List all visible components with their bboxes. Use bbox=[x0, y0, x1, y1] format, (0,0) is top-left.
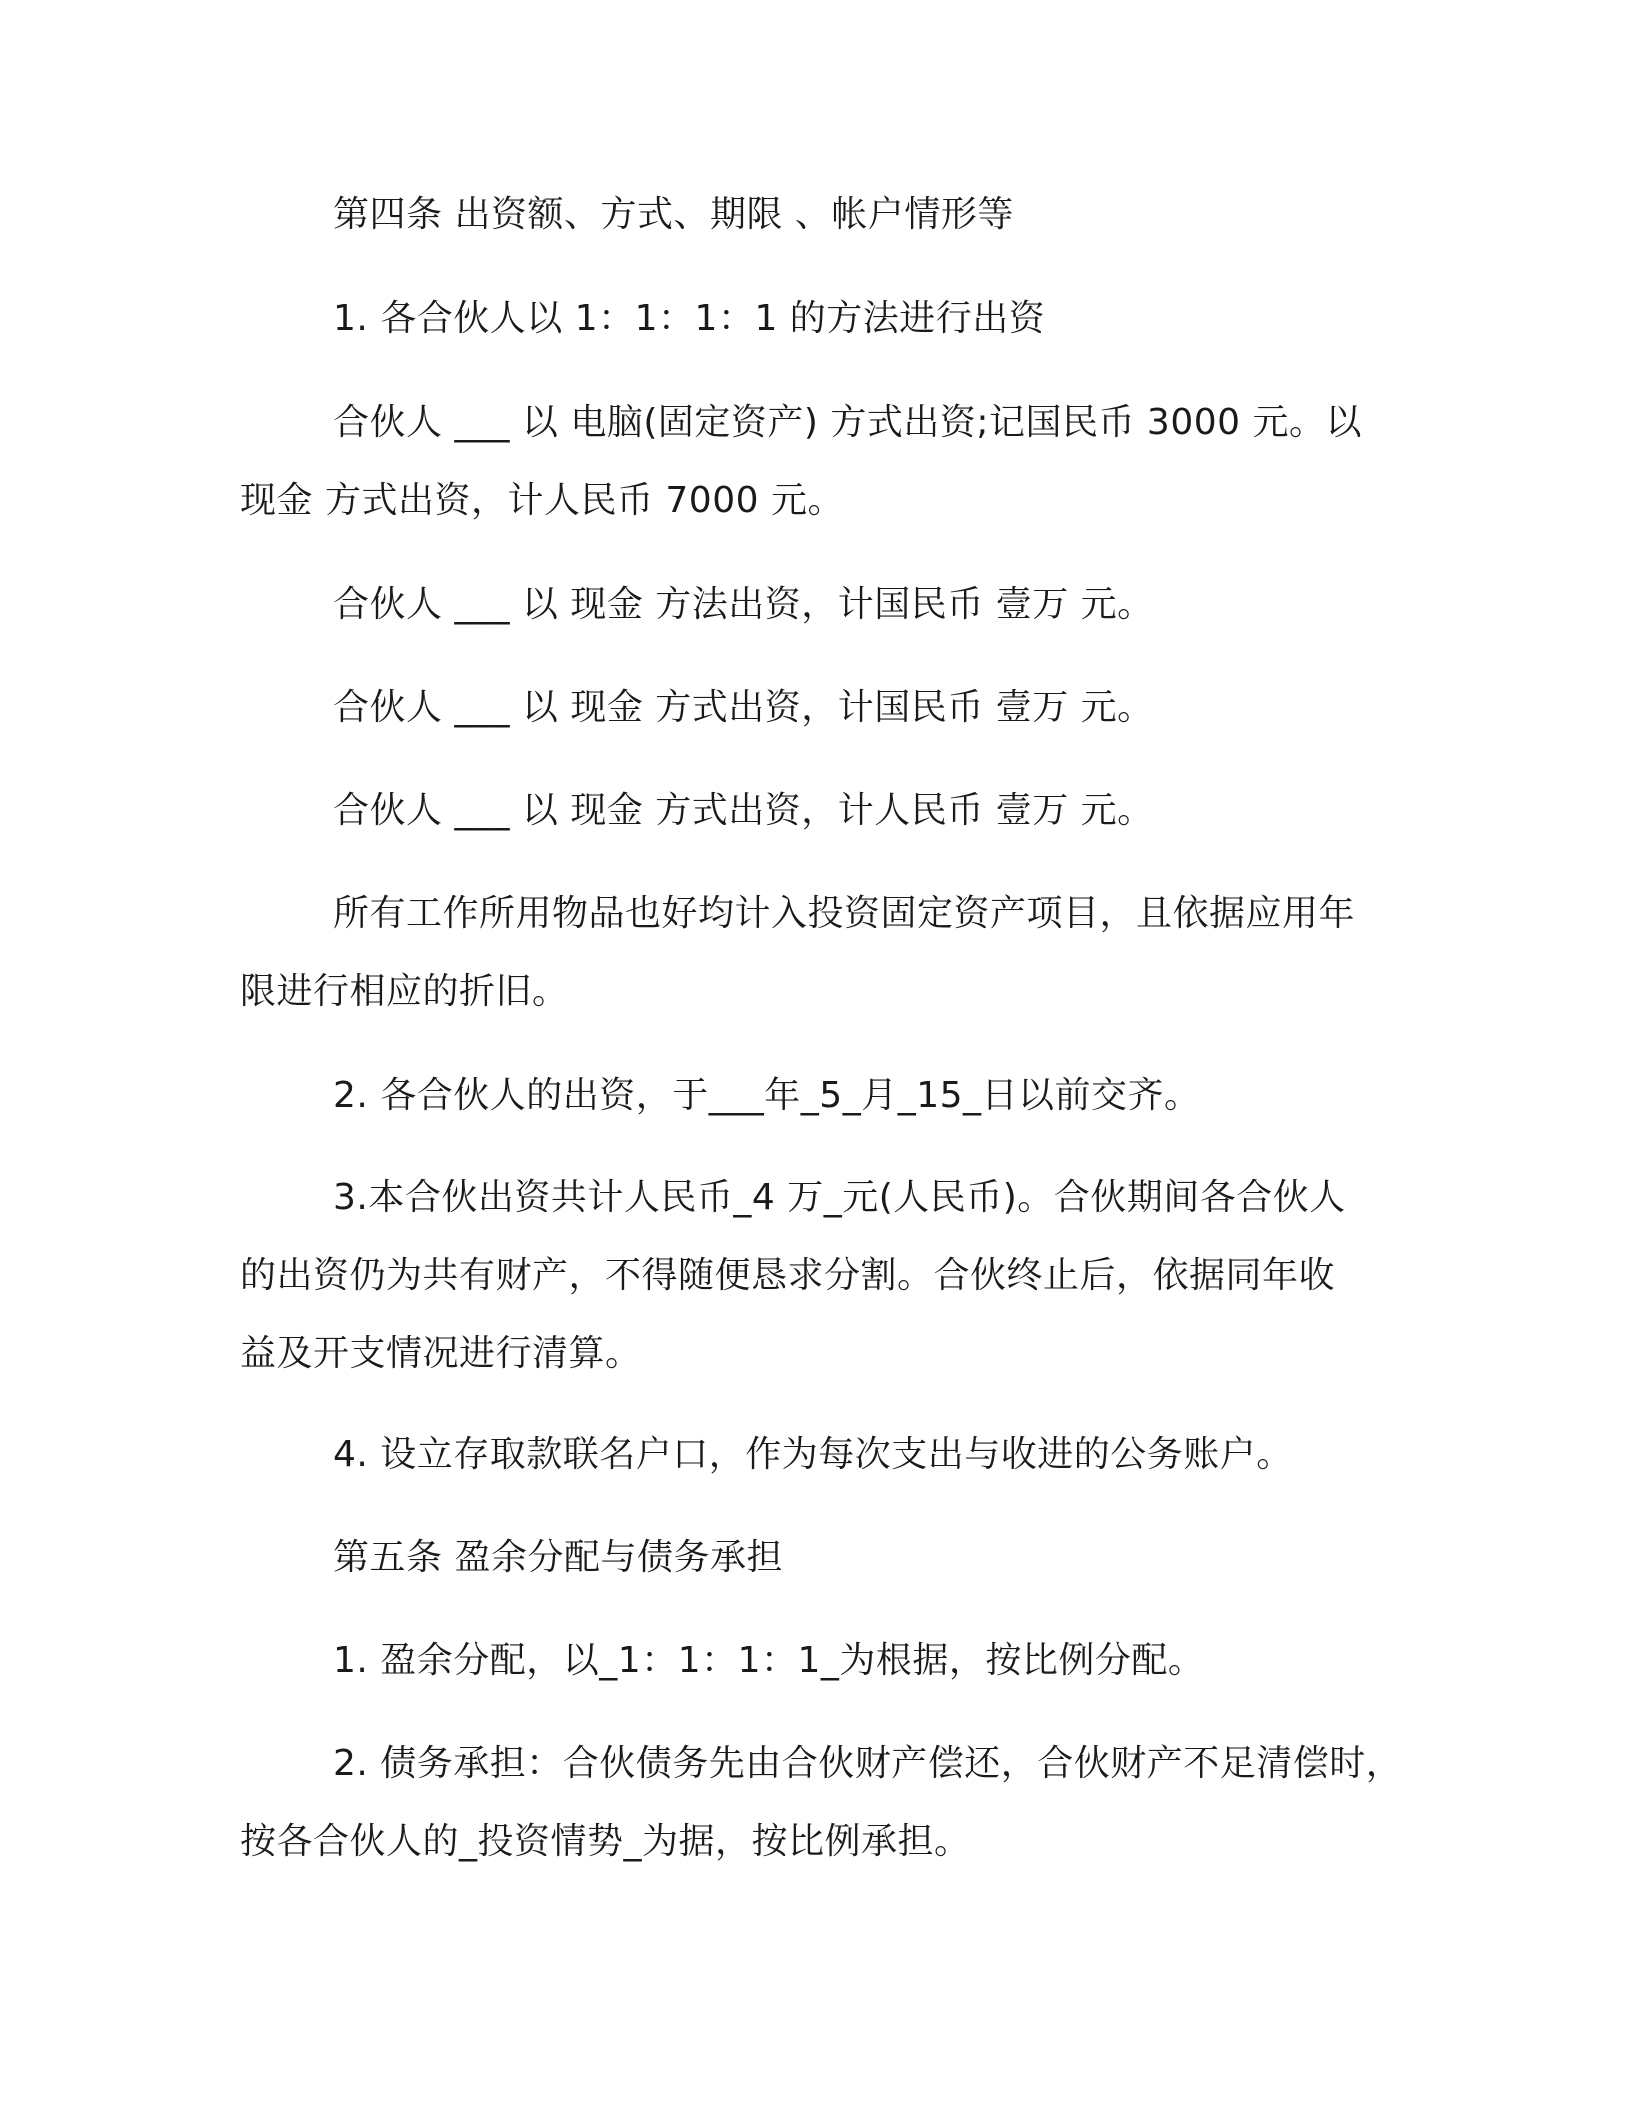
text-line: 按各合伙人的_投资情势_为据，按比例承担。 bbox=[240, 1821, 971, 1862]
text-line: 合伙人 ___ 以 现金 方式出资，计人民币 壹万 元。 bbox=[333, 790, 1154, 831]
text-line: 1. 各合伙人以 1：1：1：1 的方法进行出资 bbox=[333, 298, 1046, 339]
article-4-item-2 bbox=[240, 1057, 1400, 1135]
fixed-assets-paragraph bbox=[240, 875, 1400, 1031]
article-4-heading bbox=[240, 176, 1400, 254]
partner-contribution-2 bbox=[240, 566, 1400, 644]
article-4-item-1 bbox=[240, 280, 1400, 358]
text-line: 现金 方式出资，计人民币 7000 元。 bbox=[240, 480, 844, 521]
partner-contribution-3 bbox=[240, 669, 1400, 747]
text-line: 第四条 出资额、方式、期限 、帐户情形等 bbox=[333, 194, 1014, 235]
article-5-item-2 bbox=[240, 1725, 1403, 1881]
text-line: 1. 盈余分配，以_1：1：1：1_为根据，按比例分配。 bbox=[333, 1640, 1205, 1681]
text-line: 2. 各合伙人的出资，于___年_5_月_15_日以前交齐。 bbox=[333, 1075, 1201, 1116]
text-line: 的出资仍为共有财产，不得随便恳求分割。合伙终止后，依据同年收 bbox=[240, 1255, 1336, 1296]
text-line: 4. 设立存取款联名户口，作为每次支出与收进的公务账户。 bbox=[333, 1434, 1293, 1475]
article-4-item-4 bbox=[240, 1416, 1400, 1494]
text-line: 益及开支情况进行清算。 bbox=[240, 1333, 642, 1374]
text-line: 所有工作所用物品也好均计入投资固定资产项目，且依据应用年 bbox=[333, 893, 1356, 934]
text-line: 3.本合伙出资共计人民币_4 万_元(人民币)。合伙期间各合伙人 bbox=[333, 1177, 1346, 1218]
text-line: 限进行相应的折旧。 bbox=[240, 971, 569, 1012]
partner-contribution-4 bbox=[240, 772, 1400, 850]
text-line: 第五条 盈余分配与债务承担 bbox=[333, 1537, 783, 1578]
partner-contribution-1 bbox=[240, 384, 1400, 540]
article-4-item-3 bbox=[240, 1159, 1400, 1393]
text-line: 合伙人 ___ 以 现金 方法出资，计国民币 壹万 元。 bbox=[333, 584, 1154, 625]
article-5-heading bbox=[240, 1519, 1400, 1597]
text-line: 2. 债务承担：合伙债务先由合伙财产偿还，合伙财产不足清偿时， bbox=[333, 1743, 1403, 1784]
text-line: 合伙人 ___ 以 电脑(固定资产) 方式出资;记国民币 3000 元。以 bbox=[333, 402, 1362, 443]
article-5-item-1 bbox=[240, 1622, 1400, 1700]
text-line: 合伙人 ___ 以 现金 方式出资，计国民币 壹万 元。 bbox=[333, 687, 1154, 728]
